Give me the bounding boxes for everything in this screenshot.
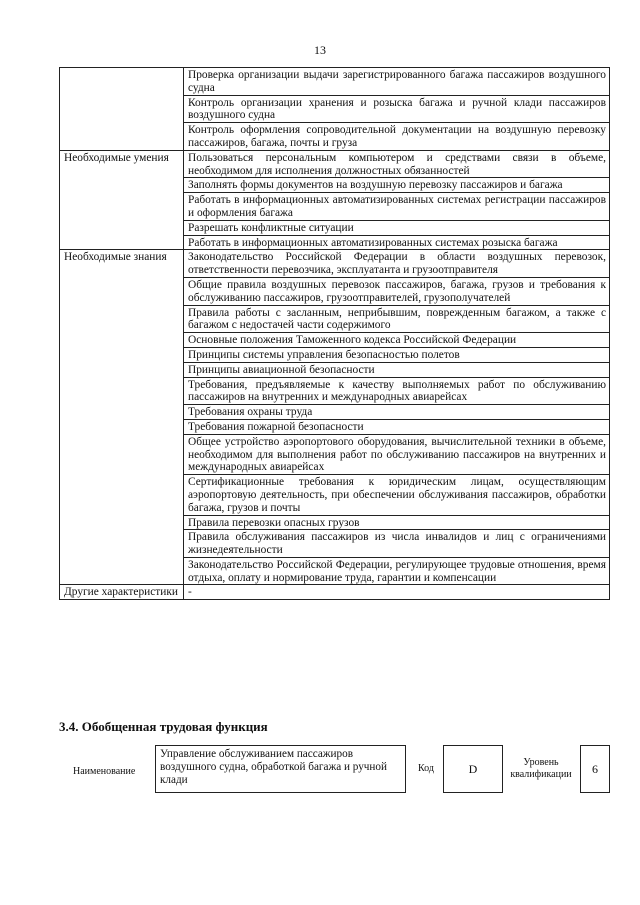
qualification-level-box: 6 (580, 745, 610, 793)
row-content-cell: Требования, предъявляемые к качеству выполняемых работ по обслуживанию пассажиров на внутренних и международных авиарейсах (184, 377, 610, 405)
qualification-level-label: Уровень квалификации (510, 757, 572, 780)
section-heading: 3.4. Обобщенная трудовая функция (59, 719, 268, 734)
row-content-cell: Требования охраны труда (184, 405, 610, 420)
name-label: Наименование (73, 766, 136, 777)
code-label: Код (418, 763, 434, 774)
row-content-cell: Общее устройство аэропортового оборудования, вычислительной техники в объеме, необходимом для выполнения работ по обслуживанию пассажиров на внутренних и международных авиарейсах (184, 434, 610, 474)
row-content-cell: Сертификационные требования к юридическим лицам, осуществляющим аэропортовую деятельность, при обеспечении обслуживания пассажиров, обработки багажа, грузов и почты (184, 475, 610, 515)
table-row (60, 585, 610, 600)
row-label-cell (60, 68, 184, 151)
row-content-cell: - (184, 585, 610, 600)
row-content-cell: Правила работы с засланным, неприбывшим, поврежденным багажом, а также с багажом с недостачей части содержимого (184, 305, 610, 333)
row-content-cell: Правила обслуживания пассажиров из числа инвалидов и лиц с ограничениями жизнедеятельности (184, 530, 610, 558)
competency-table (59, 67, 610, 600)
row-content-cell: Проверка организации выдачи зарегистрированного багажа пассажиров воздушного судна (184, 68, 610, 96)
row-content-cell: Требования пожарной безопасности (184, 419, 610, 434)
table-row (60, 250, 610, 278)
row-content-cell: Контроль организации хранения и розыска багажа и ручной клади пассажиров воздушного судна (184, 95, 610, 123)
row-content-cell: Контроль оформления сопроводительной документации на воздушную перевозку пассажиров, багажа, почты и груза (184, 123, 610, 151)
function-name-box: Управление обслуживанием пассажиров воздушного судна, обработкой багажа и ручной клади (155, 745, 406, 793)
row-content-cell: Законодательство Российской Федерации в области воздушных перевозок, ответственности перевозчика, эксплуатанта и грузоотправителя (184, 250, 610, 278)
row-content-cell: Работать в информационных автоматизированных системах розыска багажа (184, 235, 610, 250)
row-content-cell: Общие правила воздушных перевозок пассажиров, багажа, грузов и требования к обслуживанию пассажиров, грузоотправителей, грузополучателей (184, 277, 610, 305)
table-row (60, 150, 610, 178)
row-content-cell: Законодательство Российской Федерации, регулирующее трудовые отношения, время отдыха, оплату и нормирование труда, гарантии и компенсации (184, 557, 610, 585)
row-content-cell: Основные положения Таможенного кодекса Российской Федерации (184, 333, 610, 348)
code-value-box: D (443, 745, 503, 793)
row-content-cell: Правила перевозки опасных грузов (184, 515, 610, 530)
row-label-cell: Необходимые знания (60, 250, 184, 585)
row-label-cell: Другие характеристики (60, 585, 184, 600)
row-content-cell: Принципы системы управления безопасностью полетов (184, 347, 610, 362)
row-content-cell: Заполнять формы документов на воздушную перевозку пассажиров и багажа (184, 178, 610, 193)
table-row (60, 68, 610, 96)
row-content-cell: Работать в информационных автоматизированных системах регистрации пассажиров и оформления багажа (184, 193, 610, 221)
row-label-cell: Необходимые умения (60, 150, 184, 250)
page-number: 13 (314, 43, 326, 57)
row-content-cell: Пользоваться персональным компьютером и средствами связи в объеме, необходимом для исполнения должностных обязанностей (184, 150, 610, 178)
row-content-cell: Разрешать конфликтные ситуации (184, 220, 610, 235)
row-content-cell: Принципы авиационной безопасности (184, 362, 610, 377)
